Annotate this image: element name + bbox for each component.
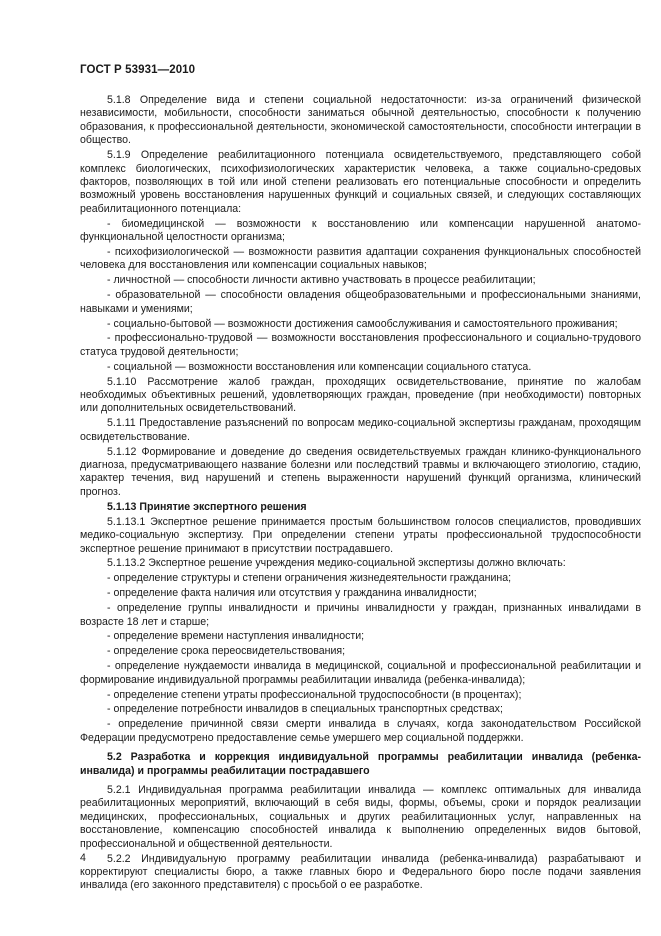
paragraph: - определение срока переосвидетельствования; — [107, 645, 346, 658]
paragraph: - социально-бытовой — возможности достижения самообслуживания и самостоятельного проживания; — [107, 317, 618, 330]
paragraph: 5.1.10 Рассмотрение жалоб граждан, проходящих освидетельствование, принятие по жалобам необходимых объективных решений, удовлетворяющих граждан, проведение (при необходимости) повторных или дополнительных освидетельствований. — [80, 375, 641, 415]
paragraph: 5.1.9 Определение реабилитационного потенциала освидетельствуемого, представляющего собой комплекс биологических, психофизиологических характеристик человека, а также социально-средовых факторов, позволяющих в той или иной степени реализовать его потенциальные способности и определить возможный уровень восстановления нарушенных функций и социальных связей, и следующих составляющих реабилитационного потенциала: — [80, 149, 641, 215]
paragraph: - социальной — возможности восстановления или компенсации социального статуса. — [107, 360, 532, 373]
paragraph: 5.2.2 Индивидуальную программу реабилитации инвалида (ребенка-инвалида) разрабатывают и корректируют специалисты бюро, а также главных бюро и Федерального бюро после подачи заявления инвалида (его законного представителя) с просьбой о ее разработке. — [80, 852, 641, 892]
document-body — [80, 94, 641, 894]
document-header: ГОСТ Р 53931—2010 — [80, 64, 196, 76]
paragraph: 5.2.1 Индивидуальная программа реабилитации инвалида — комплекс оптимальных для инвалида реабилитационных мероприятий, включающий в себя виды, формы, объемы, сроки и порядок реализации медицинских, профессиональных, социальных и других реабилитационных услуг, направленных на восстановление, компенсацию способностей инвалида к выполнению определенных видов бытовой, профессиональной и общественной деятельности. — [80, 784, 641, 850]
paragraph: - определение нуждаемости инвалида в медицинской, социальной и профессиональной реабилитации и формирование индивидуальной программы реабилитации инвалида (ребенка-инвалида); — [80, 660, 641, 686]
subsection-heading: 5.1.13 Принятие экспертного решения — [107, 500, 307, 513]
paragraph: - определение факта наличия или отсутствия у гражданина инвалидности; — [107, 587, 477, 600]
paragraph: - определение причинной связи смерти инвалида в случаях, когда законодательством Российской Федерации предусмотрено предоставление семье умершего мер социальной поддержки. — [80, 718, 641, 744]
paragraph: 5.1.12 Формирование и доведение до сведения освидетельствуемых граждан клинико-функционального диагноза, предусматривающего название болезни или последствий травмы и включающего этиологию, стадию, характер течения, вид нарушений и степень выраженности нарушений функций организма, клинический прогноз. — [80, 445, 641, 498]
paragraph: - личностной — способности личности активно участвовать в процессе реабилитации; — [107, 274, 536, 287]
section-heading: 5.2 Разработка и коррекция индивидуальной программы реабилитации инвалида (ребенка-инвалида) и программы реабилитации пострадавшего — [80, 751, 641, 777]
paragraph: - биомедицинской — возможности к восстановлению или компенсации нарушенной анатомо-функциональной целостности организма; — [80, 217, 641, 244]
paragraph: - образовательной — способности овладения общеобразовательными и профессиональными знаниями, навыками и умениями; — [80, 289, 641, 315]
paragraph: - определение группы инвалидности и причины инвалидности у граждан, признанных инвалидами в возрасте 18 лет и старше; — [80, 602, 641, 628]
paragraph: 5.1.13.2 Экспертное решение учреждения медико-социальной экспертизы должно включать: — [107, 557, 566, 570]
page-number: 4 — [80, 852, 86, 864]
paragraph: 5.1.8 Определение вида и степени социальной недостаточности: из-за ограничений физической независимости, мобильности, способности заниматься обычной деятельностью, способности к получению образования, к профессиональной деятельности, экономической самостоятельности, способности интеграции в общество. — [80, 94, 641, 147]
paragraph: - профессионально-трудовой — возможности восстановления профессионального и социально-трудового статуса трудовой деятельности; — [80, 332, 641, 358]
paragraph: - психофизиологической — возможности развития адаптации сохранения функциональных способностей человека для восстановления или компенсации социальных навыков; — [80, 245, 641, 272]
paragraph: 5.1.11 Предоставление разъяснений по вопросам медико-социальной экспертизы гражданам, проходящим освидетельствование. — [80, 417, 641, 443]
paragraph: - определение потребности инвалидов в специальных транспортных средствах; — [107, 703, 503, 716]
paragraph: - определение структуры и степени ограничения жизнедеятельности гражданина; — [107, 572, 512, 585]
paragraph: - определение времени наступления инвалидности; — [107, 630, 365, 643]
paragraph: 5.1.13.1 Экспертное решение принимается простым большинством голосов специалистов, проводивших медико-социальную экспертизу. При определении степени утраты профессиональной трудоспособности экспертное решение принимают в присутствии пострадавшего. — [80, 515, 641, 555]
paragraph: - определение степени утраты профессиональной трудоспособности (в процентах); — [107, 688, 522, 701]
